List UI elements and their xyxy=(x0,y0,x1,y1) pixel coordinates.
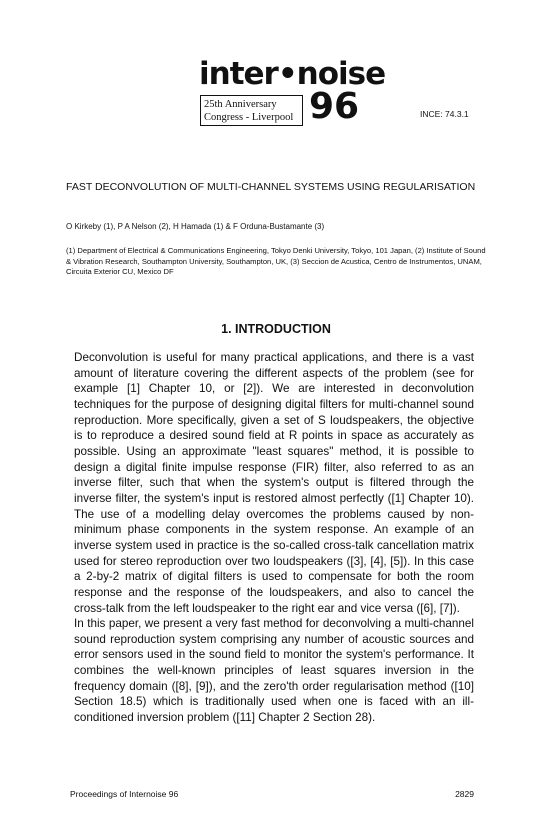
footer-proceedings: Proceedings of Internoise 96 xyxy=(70,789,179,799)
anniversary-line-2: Congress - Liverpool xyxy=(204,112,294,123)
paper-title: FAST DECONVOLUTION OF MULTI-CHANNEL SYSTEMS USING REGULARISATION xyxy=(66,181,476,193)
conference-logo xyxy=(195,55,386,129)
section-body xyxy=(74,350,474,726)
ince-code: INCE: 74.3.1 xyxy=(420,109,469,119)
logo-wordmark: inter•noise xyxy=(199,56,386,92)
affiliations: (1) Department of Electrical & Communications Engineering, Tokyo Denki University, Tokyo, 101 Japan, (2) Institute of Sound & Vibration Research, Southampton University, Southampton, UK, (3) Seccion de Acustica, Centro de Instrumentos, UNAM, Circuita Exterior CU, Mexico DF xyxy=(66,246,486,276)
section-heading: 1. INTRODUCTION xyxy=(221,322,331,336)
anniversary-line-1: 25th Anniversary xyxy=(204,99,277,110)
paragraph-2: In this paper, we present a very fast method for deconvolving a multi-channel sound reproduction system comprising any number of acoustic sources and error sensors used in the sound field to monitor the system's performance. It combines the well-known principles of least squares inversion in the frequency domain ([8], [9]), and the zero'th order regularisation method ([10] Section 18.5) which is traditionally used when one is faced with an ill-conditioned inversion problem ([11] Chapter 2 Section 28). xyxy=(74,617,474,725)
paragraph-1: Deconvolution is useful for many practical applications, and there is a vast amount of literature covering the different aspects of the problem (see for example [1] Chapter 10, or [2]). We are interested in deconvolution techniques for the purpose of designing digital filters for multi-channel sound reproduction. More specifically, given a set of S loudspeakers, the objective is to reproduce a desired sound field at R points in space as accurately as possible. Using an approximate "least squares" method, it is possible to design a digital finite impulse response (FIR) filter, also referred to as an inverse filter, such that when the system's output is filtered through the inverse filter, the system's input is restored almost perfectly ([1] Chapter 10). The use of a modelling delay overcomes the problems caused by non-minimum phase components in the system response. An example of an inverse system used in practice is the so-called cross-talk cancellation matrix used for stereo reproduction over two loudspeakers ([3], [4], [5]). In this case a 2-by-2 matrix of digital filters is used to compensate for both the room response and the response of the loudspeakers, and also to cancel the cross-talk from the left loudspeaker to the right ear and vice versa ([6], [7]). xyxy=(74,351,474,615)
logo-year: 96 xyxy=(309,86,360,127)
page-number: 2829 xyxy=(455,789,474,799)
anniversary-box xyxy=(200,95,303,126)
authors: O Kirkeby (1), P A Nelson (2), H Hamada (1) & F Orduna-Bustamante (3) xyxy=(66,222,325,231)
